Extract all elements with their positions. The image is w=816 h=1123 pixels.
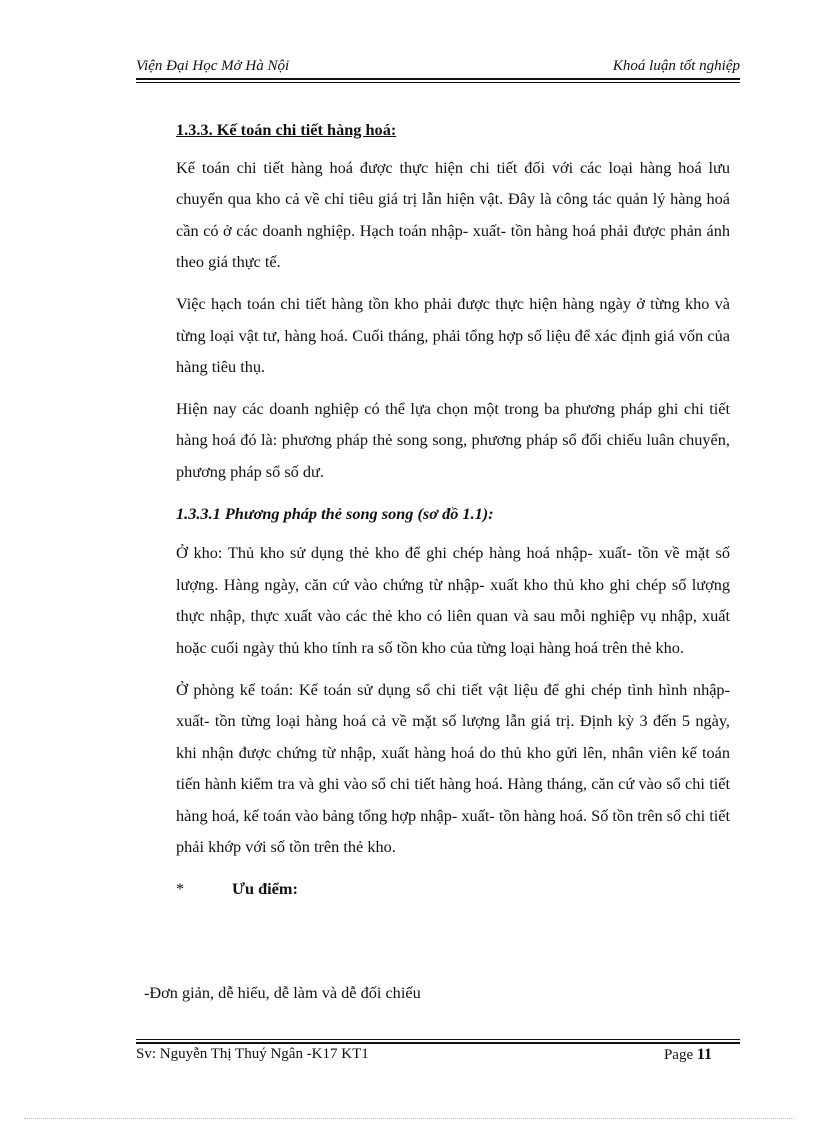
advantages-bullet xyxy=(176,873,730,905)
paragraph-warehouse: Ở kho: Thủ kho sử dụng thẻ kho để ghi chép hàng hoá nhập- xuất- tồn về mặt số lượng. Hàng ngày, căn cứ vào chứng từ nhập- xuất kho thủ kho ghi chép số lượng thực nhập, thực xuất vào các thẻ kho có liên quan và sau mỗi nghiệp vụ nhập, xuất hoặc cuối ngày thủ kho tính ra số tồn kho của từng loại hàng hoá trên thẻ kho. xyxy=(176,543,730,657)
page-header xyxy=(136,58,740,75)
page-footer xyxy=(136,1046,712,1064)
section-heading: 1.3.3. Kế toán chi tiết hàng hoá: xyxy=(176,120,397,139)
page-label: Page xyxy=(663,1047,694,1063)
page-bottom-edge xyxy=(24,1118,794,1119)
paragraph-accounting-office: Ở phòng kế toán: Kế toán sử dụng sổ chi tiết vật liệu để ghi chép tình hình nhập- xuất- tồn từng loại hàng hoá cả về mặt số lượng lẫn giá trị. Định kỳ 3 đến 5 ngày, khi nhận được chứng từ nhập, xuất hàng hoá do thủ kho gửi lên, nhân viên kế toán tiến hành kiểm tra và ghi vào sổ chi tiết hàng hoá. Hàng tháng, căn cứ vào sổ chi tiết hàng hoá, kế toán vào bảng tổng hợp nhập- xuất- tồn hàng hoá. Số tồn trên sổ chi tiết phải khớp với số tồn trên thẻ kho. xyxy=(176,679,730,857)
page-body xyxy=(176,114,730,913)
asterisk-icon: * xyxy=(176,879,185,899)
paragraph-intro: Kế toán chi tiết hàng hoá được thực hiện chi tiết đối với các loại hàng hoá lưu chuyển qua kho cả về chỉ tiêu giá trị lẫn hiện vật. Đây là công tác quản lý hàng hoá cần có ở các doanh nghiệp. Hạch toán nhập- xuất- tồn hàng hoá phải được phản ánh theo giá thực tế. xyxy=(176,157,730,272)
sub-section-heading: 1.3.3.1 Phương pháp thẻ song song (sơ đồ 1.1): xyxy=(176,503,494,523)
paragraph-daily-accounting: Việc hạch toán chi tiết hàng tồn kho phải được thực hiện hàng ngày ở từng kho và từng loại vật tư, hàng hoá. Cuối tháng, phải tổng hợp số liệu để xác định giá vốn của hàng tiêu thụ. xyxy=(176,293,730,377)
header-document-type: Khoá luận tốt nghiệp xyxy=(612,58,740,74)
paragraph-methods: Hiện nay các doanh nghiệp có thể lựa chọn một trong ba phương pháp ghi chi tiết hàng hoá đó là: phương pháp thẻ song song, phương pháp sổ đối chiếu luân chuyển, phương pháp sổ số dư. xyxy=(176,398,730,481)
header-institution: Viện Đại Học Mở Hà Nội xyxy=(136,58,290,74)
header-divider xyxy=(136,78,740,83)
page-number: 11 xyxy=(696,1046,712,1063)
footer-author: Sv: Nguyễn Thị Thuý Ngân -K17 KT1 xyxy=(136,1046,369,1062)
advantages-title: Ưu điểm: xyxy=(232,879,298,899)
footer-divider xyxy=(136,1039,740,1044)
advantage-item: -Đơn giản, dễ hiểu, dễ làm và dễ đối chiếu xyxy=(144,983,421,1002)
page-indicator xyxy=(664,1046,712,1064)
